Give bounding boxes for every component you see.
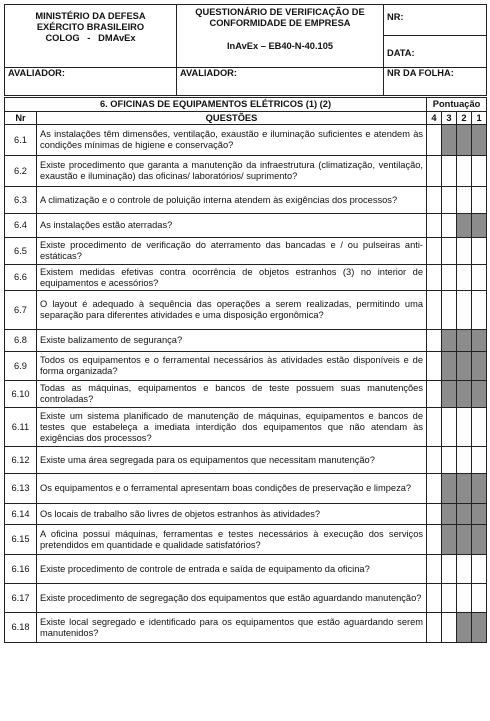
- question-row: [5, 265, 487, 291]
- question-text: Existe balizamento de segurança?: [37, 330, 427, 352]
- question-number: 6.18: [5, 613, 37, 643]
- score-cell-3[interactable]: [442, 291, 457, 330]
- score-cell-3[interactable]: [442, 156, 457, 187]
- question-row: [5, 504, 487, 525]
- form-title-block: [177, 5, 384, 68]
- questions-body: [5, 125, 487, 643]
- score-cell-disabled-1: [472, 381, 487, 408]
- score-cell-2[interactable]: [457, 447, 472, 474]
- score-cell-disabled-1: [472, 525, 487, 555]
- score-cell-disabled-2: [457, 381, 472, 408]
- question-text: Todos os equipamentos e o ferramental necessários às atividades estão disponíveis e de forma organizada?: [37, 352, 427, 381]
- question-number: 6.15: [5, 525, 37, 555]
- score-cell-4[interactable]: [427, 238, 442, 265]
- score-cell-2[interactable]: [457, 291, 472, 330]
- score-cell-1[interactable]: [472, 156, 487, 187]
- score-cell-2[interactable]: [457, 584, 472, 613]
- score-cell-2[interactable]: [457, 187, 472, 214]
- question-text: Os equipamentos e o ferramental apresentam boas condições de preservação e limpeza?: [37, 474, 427, 504]
- score-cell-4[interactable]: [427, 584, 442, 613]
- question-text: Existe procedimento de segregação dos equipamentos que estão aguardando manutenção?: [37, 584, 427, 613]
- question-row: [5, 156, 487, 187]
- nr-date-block: [384, 5, 487, 68]
- score-level-3: 3: [442, 112, 457, 125]
- score-cell-disabled-1: [472, 352, 487, 381]
- question-number: 6.1: [5, 125, 37, 156]
- question-row: [5, 525, 487, 555]
- sheet-number-field[interactable]: [384, 68, 487, 96]
- question-row: [5, 613, 487, 643]
- nr-field[interactable]: [384, 5, 486, 36]
- score-cell-2[interactable]: [457, 238, 472, 265]
- score-cell-3[interactable]: [442, 447, 457, 474]
- question-row: [5, 555, 487, 584]
- score-cell-disabled-2: [457, 504, 472, 525]
- score-cell-1[interactable]: [472, 447, 487, 474]
- score-cell-disabled-2: [457, 214, 472, 238]
- score-cell-disabled-3: [442, 125, 457, 156]
- score-cell-disabled-1: [472, 613, 487, 643]
- score-cell-disabled-3: [442, 474, 457, 504]
- question-row: [5, 352, 487, 381]
- score-cell-3[interactable]: [442, 555, 457, 584]
- question-row: [5, 291, 487, 330]
- score-cell-1[interactable]: [472, 584, 487, 613]
- org-line-1: MINISTÉRIO DA DEFESA: [35, 11, 146, 21]
- question-row: [5, 187, 487, 214]
- score-cell-4[interactable]: [427, 156, 442, 187]
- question-number: 6.2: [5, 156, 37, 187]
- question-row: [5, 214, 487, 238]
- score-cell-4[interactable]: [427, 352, 442, 381]
- score-cell-3[interactable]: [442, 187, 457, 214]
- score-cell-disabled-3: [442, 504, 457, 525]
- score-cell-disabled-2: [457, 525, 472, 555]
- question-number: 6.14: [5, 504, 37, 525]
- score-level-4: 4: [427, 112, 442, 125]
- date-label: DATA:: [387, 48, 415, 58]
- question-number: 6.3: [5, 187, 37, 214]
- score-cell-4[interactable]: [427, 504, 442, 525]
- question-row: [5, 330, 487, 352]
- question-text: As instalações estão aterradas?: [37, 214, 427, 238]
- score-cell-disabled-2: [457, 330, 472, 352]
- question-row: [5, 381, 487, 408]
- score-cell-2[interactable]: [457, 265, 472, 291]
- question-number: 6.7: [5, 291, 37, 330]
- question-text: Existe um sistema planificado de manutenção de máquinas, equipamentos e bancos de testes que estabeleça a imediata interdição dos equipamentos que não atendam às exigências dos processos?: [37, 408, 427, 447]
- score-cell-1[interactable]: [472, 265, 487, 291]
- org-line-3: COLOG - DMAvEx: [45, 33, 136, 43]
- score-cell-4[interactable]: [427, 613, 442, 643]
- evaluator-label-1: AVALIADOR:: [8, 68, 65, 78]
- score-cell-disabled-1: [472, 214, 487, 238]
- score-cell-1[interactable]: [472, 291, 487, 330]
- score-cell-1[interactable]: [472, 408, 487, 447]
- score-cell-4[interactable]: [427, 291, 442, 330]
- score-cell-1[interactable]: [472, 238, 487, 265]
- evaluator-label-2: AVALIADOR:: [180, 68, 237, 78]
- score-cell-4[interactable]: [427, 381, 442, 408]
- score-header: Pontuação: [427, 98, 487, 112]
- question-number: 6.12: [5, 447, 37, 474]
- questions-table: [4, 97, 487, 643]
- question-text: Os locais de trabalho são livres de objetos estranhos às atividades?: [37, 504, 427, 525]
- question-text: Existe procedimento que garanta a manutenção da infraestrutura (climatização, ventilação, exaustão e iluminação) das oficinas/ laboratórios/ suprimento?: [37, 156, 427, 187]
- score-level-2: 2: [457, 112, 472, 125]
- score-cell-3[interactable]: [442, 408, 457, 447]
- score-cell-1[interactable]: [472, 187, 487, 214]
- nr-label: NR:: [387, 12, 404, 22]
- form-header: [4, 4, 487, 96]
- score-cell-disabled-2: [457, 125, 472, 156]
- question-row: [5, 584, 487, 613]
- score-cell-disabled-1: [472, 125, 487, 156]
- question-text: Existe procedimento de controle de entrada e saída de equipamento da oficina?: [37, 555, 427, 584]
- score-cell-disabled-3: [442, 381, 457, 408]
- score-cell-disabled-2: [457, 474, 472, 504]
- score-cell-3[interactable]: [442, 584, 457, 613]
- question-row: [5, 125, 487, 156]
- question-row: [5, 447, 487, 474]
- score-cell-disabled-1: [472, 504, 487, 525]
- org-line-2: EXÉRCITO BRASILEIRO: [36, 22, 145, 32]
- question-row: [5, 408, 487, 447]
- section-title: 6. OFICINAS DE EQUIPAMENTOS ELÉTRICOS (1) (2): [5, 98, 427, 112]
- form-reference: InAvEx – EB40-N-40.105: [226, 41, 334, 51]
- question-number: 6.9: [5, 352, 37, 381]
- score-cell-disabled-2: [457, 613, 472, 643]
- question-text: Existem medidas efetivas contra ocorrência de objetos estranhos (3) no interior de equipamentos e acessórios?: [37, 265, 427, 291]
- sheet-number-label: NR DA FOLHA:: [387, 68, 454, 78]
- score-cell-4[interactable]: [427, 474, 442, 504]
- question-row: [5, 474, 487, 504]
- score-cell-3[interactable]: [442, 238, 457, 265]
- score-cell-2[interactable]: [457, 408, 472, 447]
- score-cell-disabled-3: [442, 330, 457, 352]
- question-number: 6.4: [5, 214, 37, 238]
- question-number: 6.16: [5, 555, 37, 584]
- score-cell-disabled-2: [457, 352, 472, 381]
- score-cell-3[interactable]: [442, 214, 457, 238]
- score-cell-disabled-1: [472, 330, 487, 352]
- column-header-nr: Nr: [5, 112, 37, 125]
- question-row: [5, 238, 487, 265]
- evaluator-field-2[interactable]: [177, 68, 384, 96]
- question-text: As instalações têm dimensões, ventilação, exaustão e iluminação suficientes e atendem às condições mínimas de higiene e conservação?: [37, 125, 427, 156]
- question-text: Existe procedimento de verificação do aterramento das bancadas e / ou pulseiras anti-estáticas?: [37, 238, 427, 265]
- date-field[interactable]: [384, 36, 486, 59]
- question-number: 6.5: [5, 238, 37, 265]
- score-cell-2[interactable]: [457, 156, 472, 187]
- score-level-1: 1: [472, 112, 487, 125]
- question-text: Existe uma área segregada para os equipamentos que necessitam manutenção?: [37, 447, 427, 474]
- question-number: 6.8: [5, 330, 37, 352]
- question-number: 6.10: [5, 381, 37, 408]
- score-cell-4[interactable]: [427, 125, 442, 156]
- organization-block: [5, 5, 177, 68]
- question-number: 6.17: [5, 584, 37, 613]
- column-header-questions: QUESTÕES: [37, 112, 427, 125]
- question-text: Existe local segregado e identificado para os equipamentos que estão aguardando serem manutenidos?: [37, 613, 427, 643]
- score-cell-3[interactable]: [442, 613, 457, 643]
- form-title-line-2: CONFORMIDADE DE EMPRESA: [209, 18, 351, 28]
- score-cell-1[interactable]: [472, 555, 487, 584]
- question-text: A climatização e o controle de poluição interna atendem às exigências dos processos?: [37, 187, 427, 214]
- score-cell-disabled-3: [442, 352, 457, 381]
- evaluator-field-1[interactable]: [5, 68, 177, 96]
- score-cell-4[interactable]: [427, 330, 442, 352]
- score-cell-4[interactable]: [427, 187, 442, 214]
- score-cell-2[interactable]: [457, 555, 472, 584]
- form-title-line-1: QUESTIONÁRIO DE VERIFICAÇÃO DE: [195, 7, 365, 17]
- question-text: O layout é adequado à sequência das operações a serem realizadas, permitindo uma separação para diferentes atividades e uma disposição ergonômica?: [37, 291, 427, 330]
- question-text: A oficina possui máquinas, ferramentas e testes necessários à execução dos serviços pretendidos em quantidade e qualidade satisfatórios?: [37, 525, 427, 555]
- score-cell-4[interactable]: [427, 525, 442, 555]
- score-cell-4[interactable]: [427, 265, 442, 291]
- question-number: 6.11: [5, 408, 37, 447]
- question-text: Todas as máquinas, equipamentos e bancos de teste possuem suas manutenções controladas?: [37, 381, 427, 408]
- score-cell-4[interactable]: [427, 555, 442, 584]
- score-cell-4[interactable]: [427, 408, 442, 447]
- score-cell-3[interactable]: [442, 265, 457, 291]
- score-cell-4[interactable]: [427, 447, 442, 474]
- score-cell-disabled-1: [472, 474, 487, 504]
- score-cell-4[interactable]: [427, 214, 442, 238]
- question-number: 6.6: [5, 265, 37, 291]
- question-number: 6.13: [5, 474, 37, 504]
- score-cell-disabled-3: [442, 525, 457, 555]
